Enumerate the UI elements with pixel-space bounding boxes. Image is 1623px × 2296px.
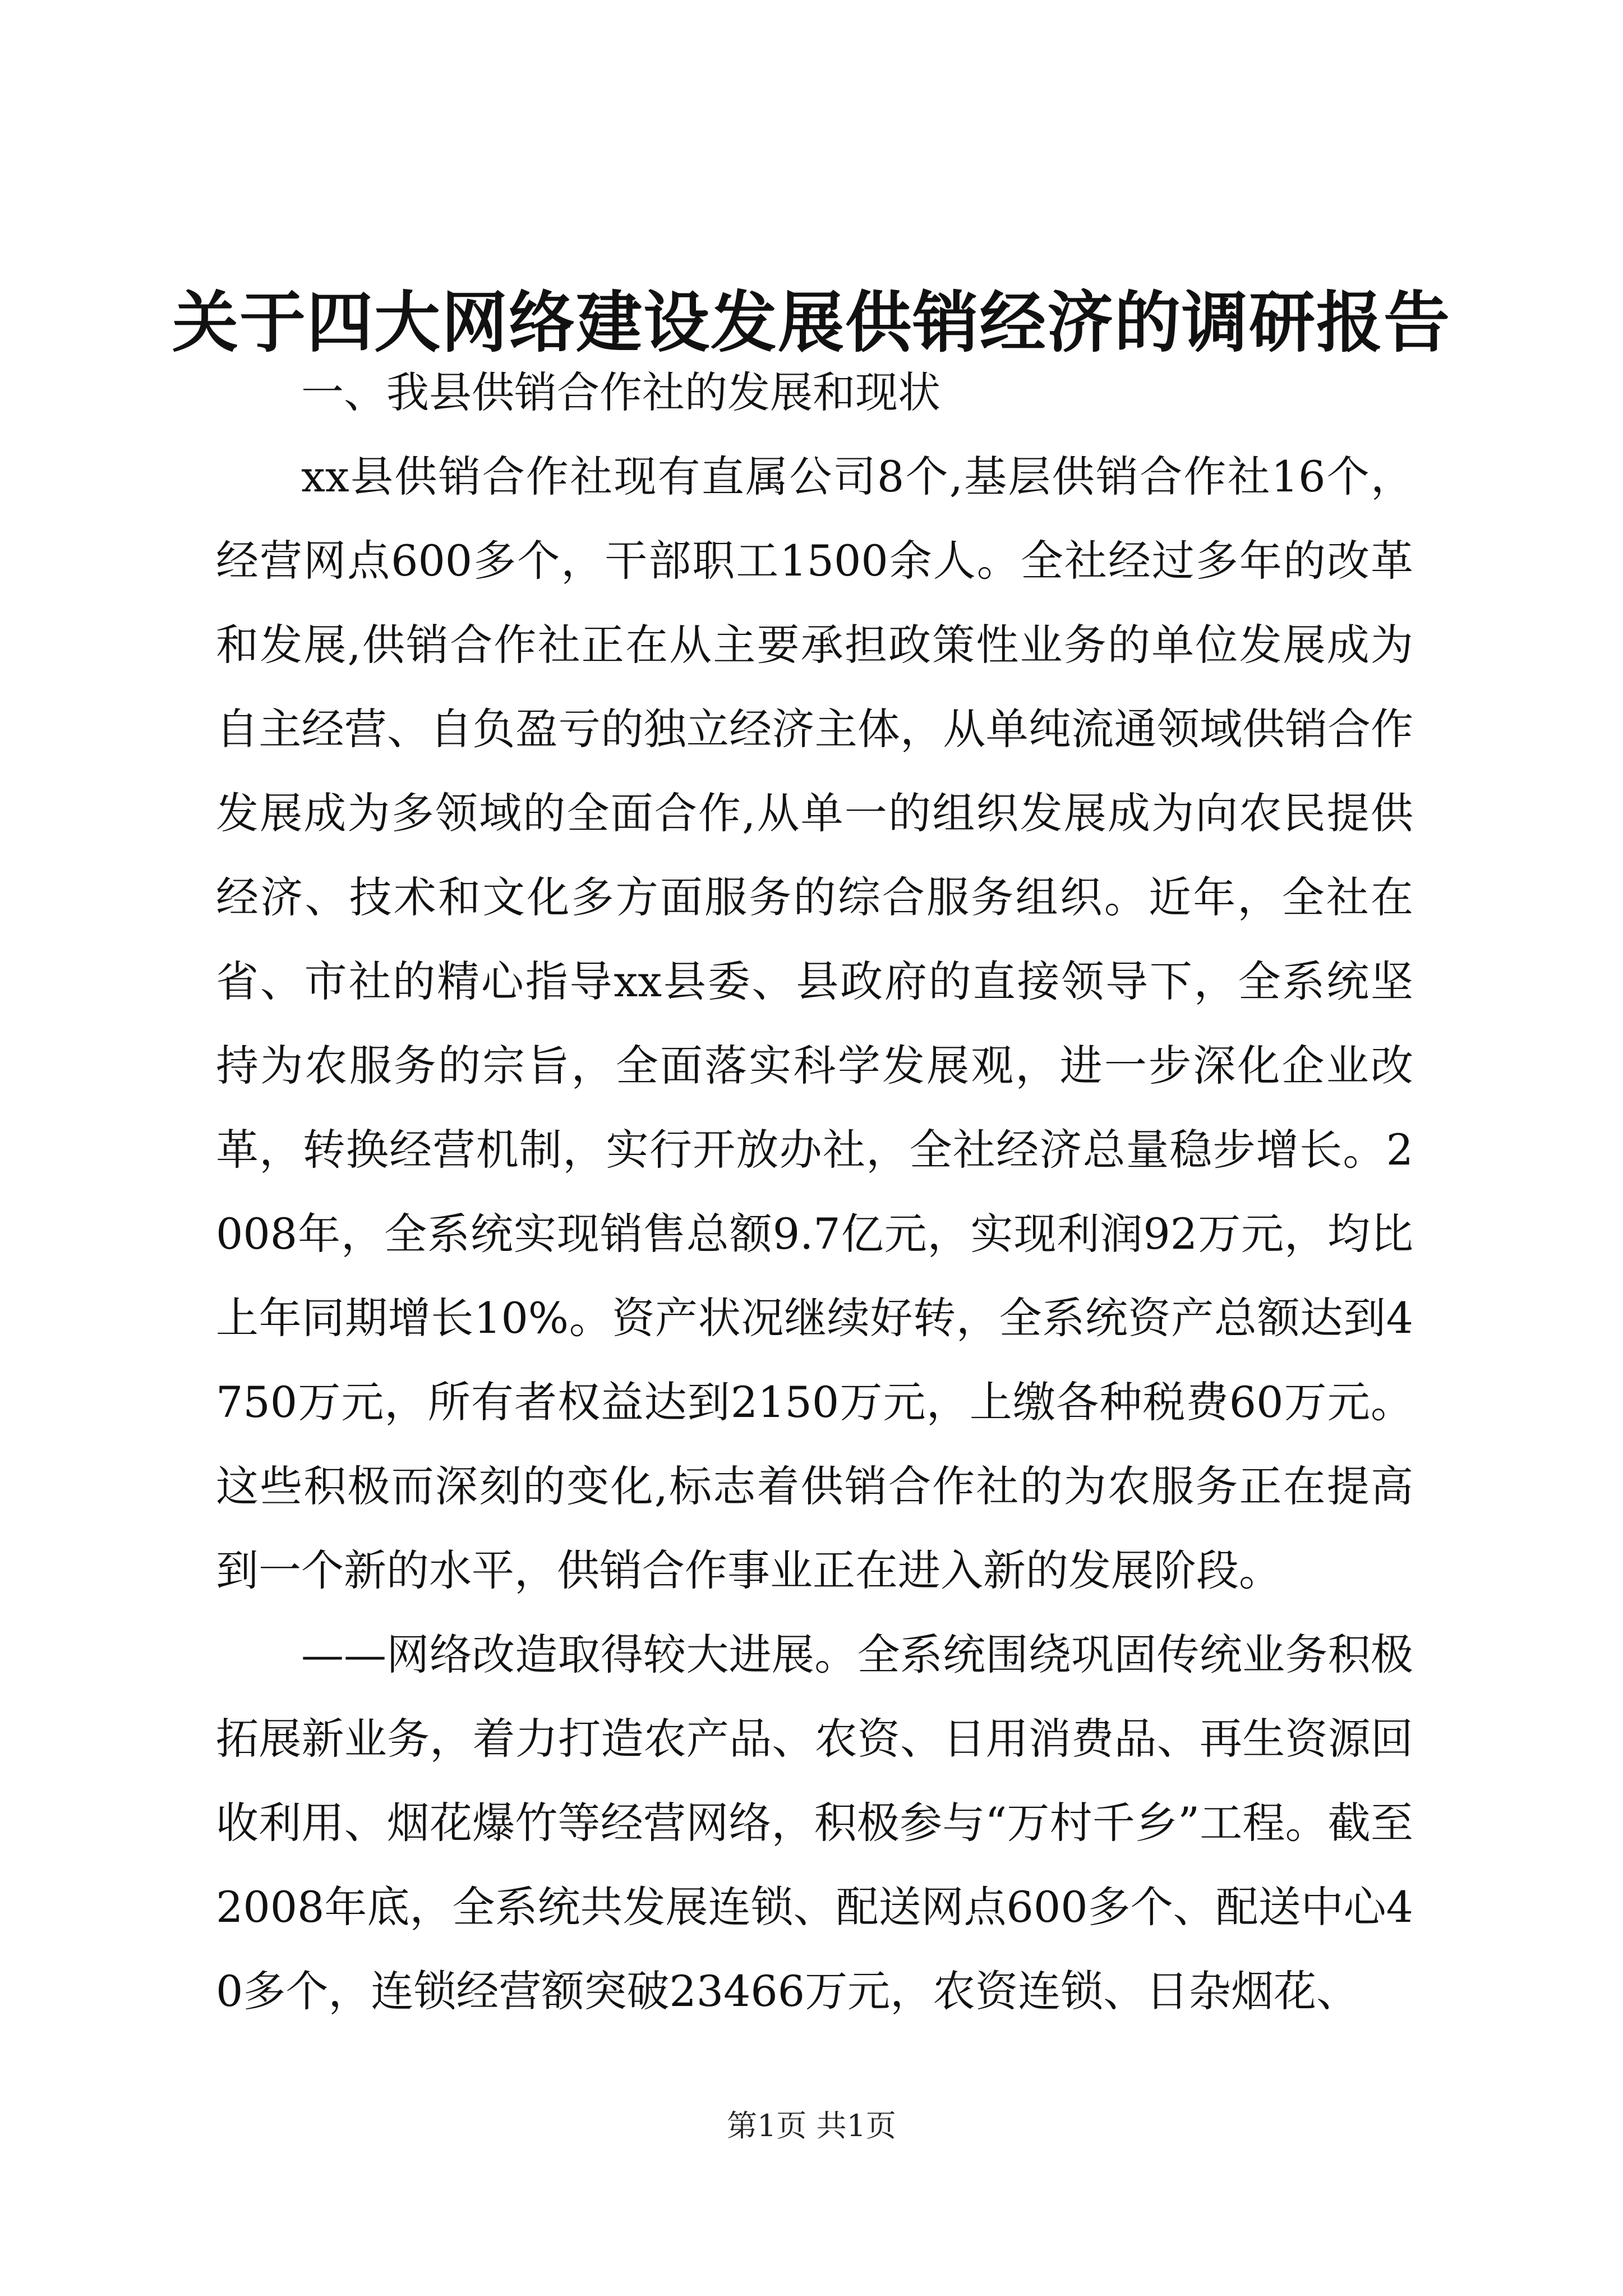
paragraph-1: xx县供销合作社现有直属公司8个,基层供销合作社16个，经营网点600多个，干部职工1500余人。全社经过多年的改革和发展,供销合作社正在从主要承担政策性业务的单位发展成为自主经营、自负盈亏的独立经济主体，从单纯流通领域供销合作发展成为多领域的全面合作,从单一的组织发展成为向农民提供经济、技术和文化多方面服务的综合服务组织。近年，全社在省、市社的精心指导xx县委、县政府的直接领导下，全系统坚持为农服务的宗旨，全面落实科学发展观，进一步深化企业改革，转换经营机制，实行开放办社，全社经济总量稳步增长。2008年，全系统实现销售总额9.7亿元，实现利润92万元，均比上年同期增长10%。资产状况继续好转，全系统资产总额达到4750万元，所有者权益达到2150万元，上缴各种税费60万元。这些积极而深刻的变化,标志着供销合作社的为农服务正在提高到一个新的水平，供销合作事业正在进入新的发展阶段。: [216, 452, 1413, 1595]
page-footer: 第1页 共1页: [727, 2108, 896, 2143]
document-title: 关于四大网络建设发展供销经济的调研报告: [172, 283, 1451, 361]
section-heading: 一、我县供销合作社的发展和现状: [301, 367, 940, 417]
document-body: [216, 351, 1413, 2033]
paragraph-2: ——网络改造取得较大进展。全系统围绕巩固传统业务积极拓展新业务，着力打造农产品、农资、日用消费品、再生资源回收利用、烟花爆竹等经营网络，积极参与“万村千乡”工程。截至2008年底，全系统共发展连锁、配送网点600多个、配送中心40多个，连锁经营额突破23466万元，农资连锁、日杂烟花、: [216, 1630, 1413, 2016]
